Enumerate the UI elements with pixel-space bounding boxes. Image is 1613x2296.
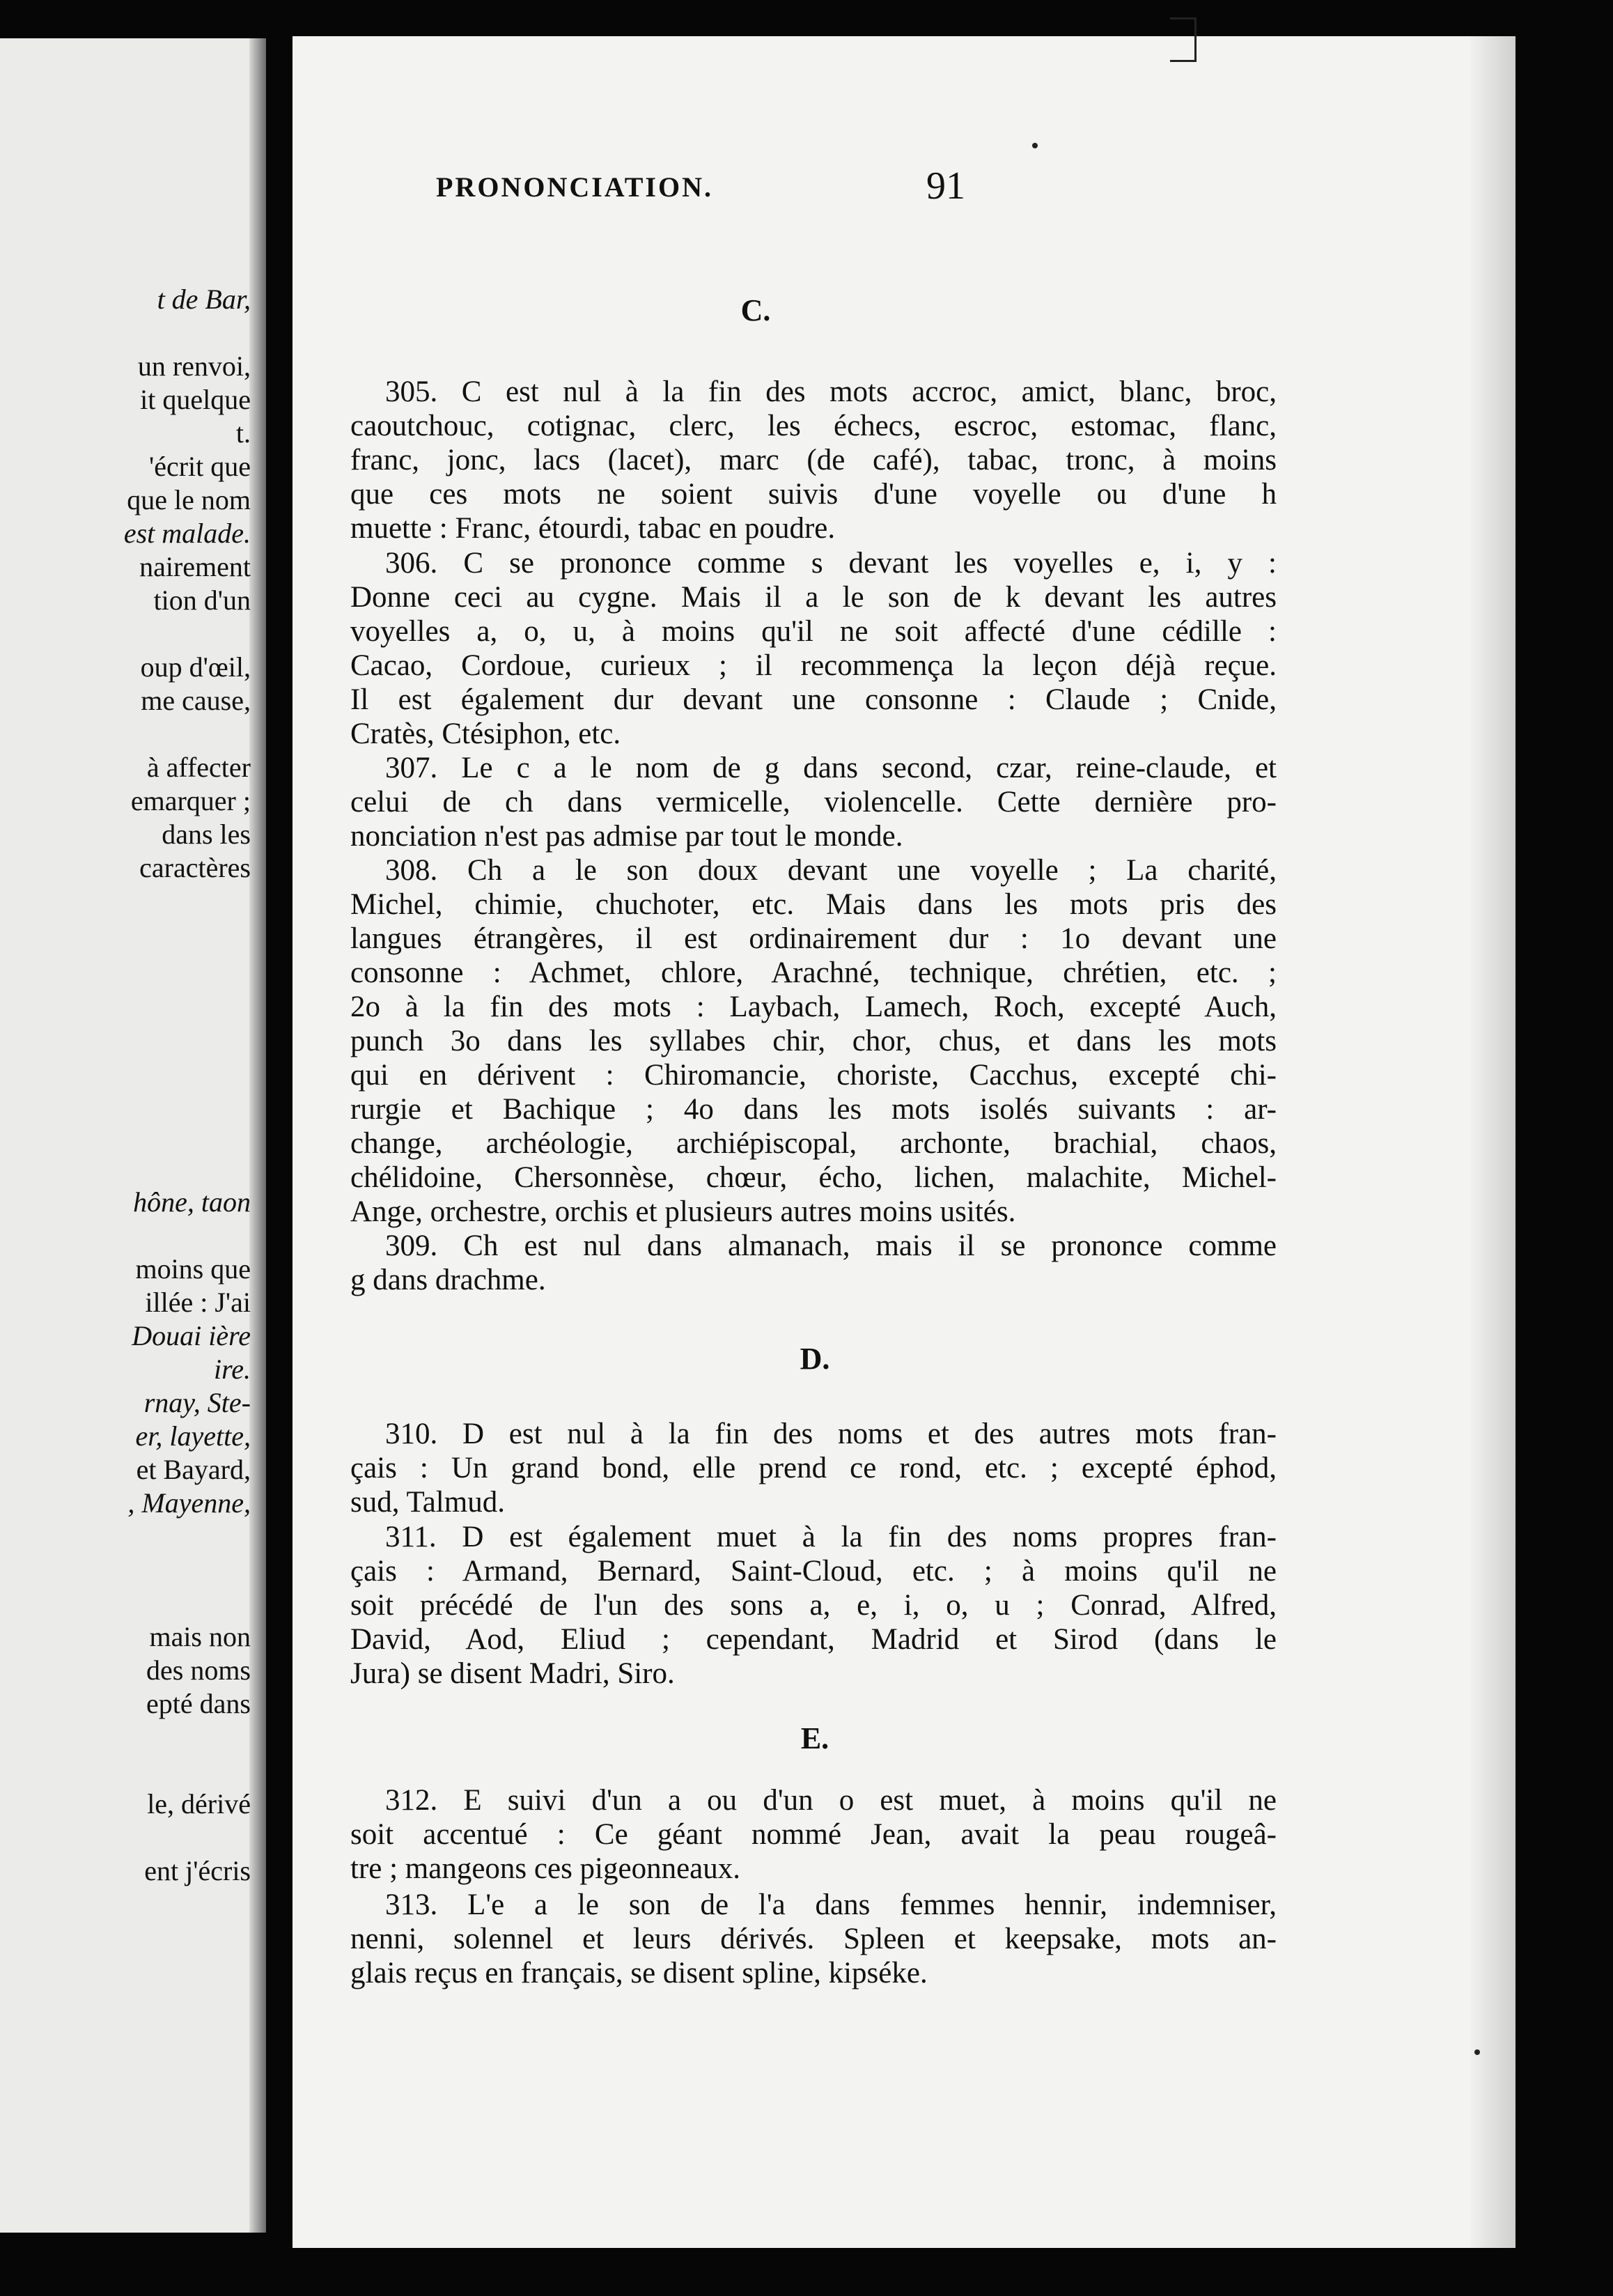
text-line: 309. Ch est nul dans almanach, mais il se prononce comme [385,1230,1277,1262]
text-line: çais : Armand, Bernard, Saint-Cloud, etc. ; à moins qu'il ne [350,1555,1277,1588]
text-line: rurgie et Bachique ; 4o dans les mots isolés suivants : ar- [350,1093,1277,1126]
left-text-fragment: est malade. [123,518,251,549]
text-line: chélidoine, Chersonnèse, chœur, écho, lichen, malachite, Michel- [350,1161,1277,1194]
book-gutter [249,38,266,2233]
left-text-fragment: moins que [135,1253,251,1285]
text-line: 313. L'e a le son de l'a dans femmes hennir, indemniser, [385,1888,1277,1921]
left-text-fragment: epté dans [146,1688,251,1719]
text-line: punch 3o dans les syllabes chir, chor, chus, et dans les mots [350,1025,1277,1057]
section-heading-c: C. [740,293,771,327]
left-text-fragment: dans les [162,819,251,850]
paragraph-310 [350,1417,1277,1519]
left-text-fragment: t. [235,417,251,449]
corner-bracket-mark [1170,17,1197,62]
text-line: soit accentué : Ce géant nommé Jean, avait la peau rougeâ- [350,1818,1277,1851]
text-line: Ange, orchestre, orchis et plusieurs autres moins usités. [350,1195,1016,1228]
text-line: glais reçus en français, se disent spline, kipséke. [350,1957,928,1989]
text-line: Donne ceci au cygne. Mais il a le son de k devant les autres [350,581,1277,614]
text-line: que ces mots ne soient suivis d'une voyelle ou d'une h [350,478,1277,511]
left-text-fragment: illée : J'ai [145,1287,251,1318]
text-line: David, Aod, Eliud ; cependant, Madrid et Sirod (dans le [350,1623,1277,1656]
text-line: 310. D est nul à la fin des noms et des autres mots fran- [385,1418,1277,1450]
text-line: 305. C est nul à la fin des mots accroc, amict, blanc, broc, [385,375,1277,408]
text-line: soit précédé de l'un des sons a, e, i, o, u ; Conrad, Alfred, [350,1589,1277,1622]
text-line: celui de ch dans vermicelle, violencelle. Cette dernière pro- [350,786,1277,819]
left-text-fragment: ire. [214,1353,251,1385]
text-line: voyelles a, o, u, à moins qu'il ne soit affecté d'une cédille : [350,615,1277,648]
text-line: g dans drachme. [350,1264,546,1296]
left-text-fragment: à affecter [146,752,251,783]
left-text-fragment: er, layette, [135,1420,251,1452]
text-line: 306. C se prononce comme s devant les voyelles e, i, y : [385,547,1277,580]
text-line: change, archéologie, archiépiscopal, archonte, brachial, chaos, [350,1127,1277,1160]
left-text-fragment: hône, taon [133,1186,251,1218]
text-line: çais : Un grand bond, elle prend ce rond, etc. ; excepté éphod, [350,1452,1277,1484]
text-line: langues étrangères, il est ordinairement dur : 1o devant une [350,922,1277,955]
running-head: PRONONCIATION. [436,171,713,203]
left-text-fragment: caractères [139,852,251,883]
left-text-fragment: me cause, [141,685,251,716]
text-line: consonne : Achmet, chlore, Arachné, technique, chrétien, etc. ; [350,956,1277,989]
left-text-fragment: le, dérivé [147,1788,251,1820]
paragraph-308 [350,853,1277,1229]
text-line: nonciation n'est pas admise par tout le monde. [350,820,903,853]
left-text-fragment: que le nom [127,484,251,515]
ink-speck [1474,2049,1480,2055]
text-line: 311. D est également muet à la fin des noms propres fran- [385,1521,1277,1553]
text-line: nenni, solennel et leurs dérivés. Spleen et keepsake, mots an- [350,1923,1277,1955]
page-number: 91 [926,164,965,208]
left-text-fragment: t de Bar, [157,284,251,315]
left-text-fragment: mais non [149,1621,251,1652]
ink-speck [1032,143,1038,148]
left-text-fragment: et Bayard, [136,1454,251,1485]
left-text-fragment: it quelque [140,384,251,415]
paragraph-305 [350,375,1277,545]
text-line: tre ; mangeons ces pigeonneaux. [350,1852,741,1885]
paragraph-311 [350,1520,1277,1691]
section-heading-d: D. [800,1342,830,1376]
paragraph-309 [350,1229,1277,1297]
left-text-fragment: tion d'un [153,584,251,616]
left-text-fragment: Douai ière [132,1320,251,1351]
paragraph-312 [350,1783,1277,1886]
paragraph-307 [350,751,1277,853]
left-text-fragment: ent j'écris [144,1855,251,1886]
text-line: Jura) se disent Madri, Siro. [350,1657,675,1690]
text-line: Cratès, Ctésiphon, etc. [350,718,621,750]
left-text-fragment: rnay, Ste- [143,1387,251,1418]
text-line: 2o à la fin des mots : Laybach, Lamech, Roch, excepté Auch, [350,991,1277,1023]
paragraph-306 [350,546,1277,751]
left-text-fragment: des noms [146,1654,251,1686]
text-line: Cacao, Cordoue, curieux ; il recommença la leçon déjà reçue. [350,649,1277,682]
text-line: 312. E suivi d'un a ou d'un o est muet, à moins qu'il ne [385,1784,1277,1817]
section-heading-e: E. [800,1721,829,1755]
text-line: muette : Franc, étourdi, tabac en poudre. [350,512,836,545]
text-line: franc, jonc, lacs (lacet), marc (de café), tabac, tronc, à moins [350,444,1277,476]
text-line: Il est également dur devant une consonne : Claude ; Cnide, [350,683,1277,716]
left-page-fragment [0,38,266,2233]
page-edge-shadow [1470,36,1515,2248]
left-text-fragment: 'écrit que [148,451,251,482]
text-line: Michel, chimie, chuchoter, etc. Mais dans les mots pris des [350,888,1277,921]
text-line: qui en dérivent : Chiromancie, choriste, Cacchus, excepté chi- [350,1059,1277,1092]
text-line: 307. Le c a le nom de g dans second, czar, reine-claude, et [385,752,1277,784]
left-text-fragment: nairement [139,551,251,582]
text-line: 308. Ch a le son doux devant une voyelle ; La charité, [385,854,1277,887]
left-text-fragment: oup d'œil, [140,651,251,683]
left-text-fragment: emarquer ; [130,785,251,816]
left-text-fragment: un renvoi, [137,350,251,382]
left-text-fragment: , Mayenne, [127,1487,251,1519]
text-line: sud, Talmud. [350,1486,505,1519]
paragraph-313 [350,1888,1277,1990]
text-line: caoutchouc, cotignac, clerc, les échecs, escroc, estomac, flanc, [350,410,1277,442]
